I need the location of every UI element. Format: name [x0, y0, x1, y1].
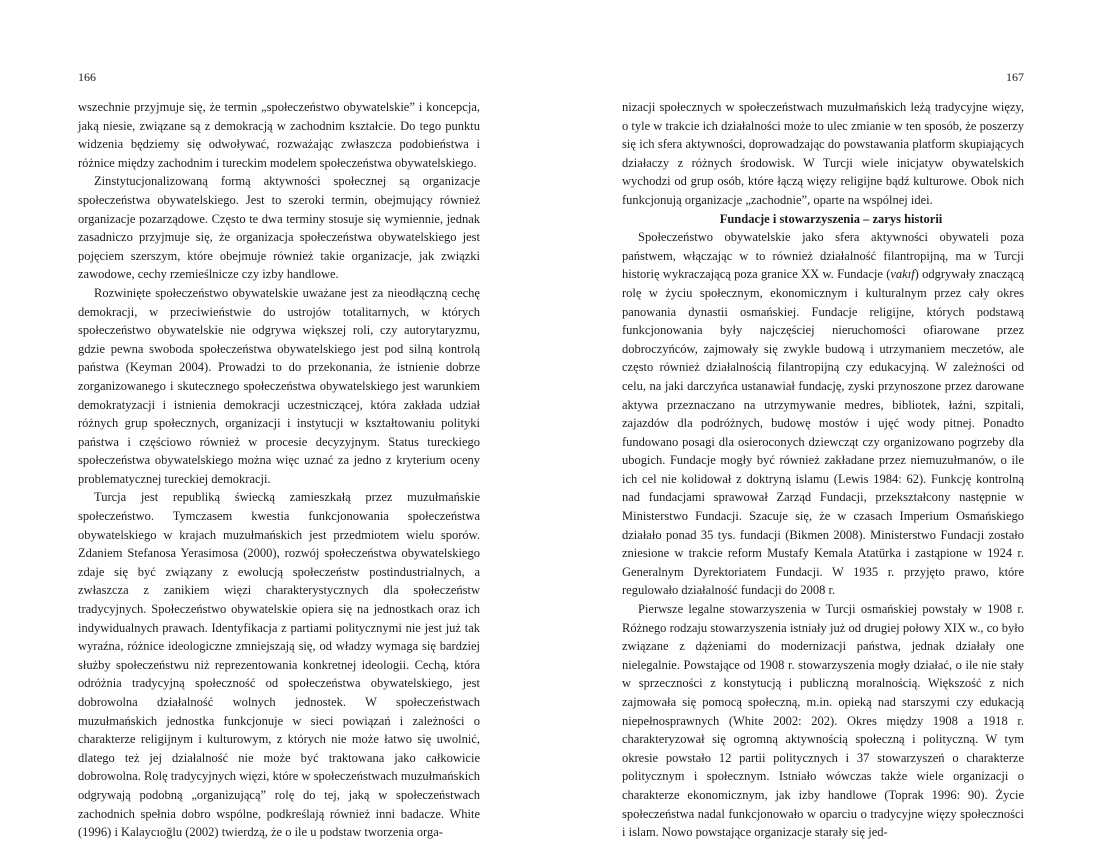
- paragraph: Pierwsze legalne stowarzyszenia w Turcji osmańskiej powstały w 1908 r. Różnego rodzaju stowarzyszenia istniały już od drugiej połowy XIX w., co było związane z dążeniami do modernizacji państwa, jednak działały one nielegalnie. Powstające od 1908 r. stowarzyszenia mogły działać, o ile nie stały w sprzeczności z konstytucją i publiczną moralnością. Większość z nich zajmowała się pomocą społeczną, m.in. opieką nad starszymi czy edukacją niepełnosprawnych (White 2002: 202). Okres między 1908 a 1918 r. charakteryzował się ogromną aktywnością społeczną i polityczną. W tym okresie powstało 12 partii politycznych i 37 stowarzyszeń o charakterze politycznym i społecznym. Istniało wówczas także wiele organizacji o charakterze ekonomicznym, jak izby handlowe (Toprak 1996: 90). Życie społeczeństwa nadal funkcjonowało w oparciu o tradycyjne więzy społeczności i islam. Nowo powstające organizacje starały się jed-: [622, 602, 1024, 840]
- page-body: [622, 98, 1024, 842]
- paragraph-text: Społeczeństwo obywatelskie jako sfera aktywności obywateli poza państwem, włączając w to również działalność filantropijną, ma w Turcji historię wykraczającą poza granice XX w. Fundacje (: [622, 230, 1024, 282]
- paragraph: Zinstytucjonalizowaną formą aktywności społecznej są organizacje społeczeństwa obywatelskiego. Jest to szeroki termin, obejmujący również organizacje pozarządowe. Często te dwa terminy stosuje się wymiennie, jednak zasadniczo przyjmuje się, że organizacja społeczeństwa obywatelskiego jest pojęciem szerszym, które obejmuje również takie organizacje, jak związki zawodowe, cechy rzemieślnicze czy izby handlowe.: [78, 174, 480, 282]
- paragraph-text: ) odgrywały znaczącą rolę w życiu społecznym, ekonomicznym i kulturalnym przez cały okres panowania dynastii osmańskiej. Fundacje religijne, których podstawą funkcjonowania były najczęściej nieruchomości ofiarowane przez dobroczyńców, zajmowały się zwykle budową i utrzymaniem meczetów, ale często również działalnością filantropijną czy edukacyjną. W zależności od celu, na jaki darczyńca ustanawiał fundację, zyski przynoszone przez darowane aktywa przeznaczano na utrzymywanie medres, bibliotek, łaźni, szpitali, zajazdów dla podróżnych, budowę mostów i ujęć wody pitnej. Ponadto fundowano posagi dla osieroconych dziewcząt czy organizowano pogrzeby dla ubogich. Fundacje mogły być również zakładane przez niemuzułmanów, o ile ich cel nie kolidował z doktryną islamu (Lewis 1984: 62). Funkcję kontrolną nad fundacjami sprawował Zarząd Fundacji, przekształcony następnie w Ministerstwo Fundacji. Szacuje się, że w czasach Imperium Osmańskiego działało ponad 35 tys. fundacji (Bikmen 2008). Ministerstwo Fundacji zostało zniesione w trakcie reform Mustafy Kemala Atatürka i zastąpione w 1924 r. Generalnym Dyrektoriatem Fundacji. W 1935 r. przyjęto prawo, które regulowało działalność fundacji do 2008 r.: [622, 267, 1024, 598]
- italic-term: vakıf: [890, 267, 915, 282]
- page-number: 166: [78, 70, 96, 84]
- page-number: 167: [1006, 70, 1024, 84]
- paragraph: Turcja jest republiką świecką zamieszkałą przez muzułmańskie społeczeństwo. Tymczasem kwestia funkcjonowania społeczeństwa obywatelskiego w krajach muzułmańskich jest przedmiotem wielu sporów. Zdaniem Stefanosa Yerasimosa (2000), rozwój społeczeństwa obywatelskiego zdaje się być związany z ewolucją społeczeństw postindustrialnych, a zwłaszcza z zanikiem więzi charakterystycznych dla społeczeństw tradycyjnych. Społeczeństwo obywatelskie opiera się na jednostkach oraz ich indywidualnych prawach. Identyfikacja z partiami politycznymi nie jest już tak wyraźna, różnice ideologiczne zmniejszają się, od władzy wymaga się bardziej służby społeczeństwu niż reprezentowania konkretnej ideologii. Cechą, która odróżnia tradycyjną społeczność od społeczeństwa obywatelskiego, jest dobrowolna działalność wolnych jednostek. W społeczeństwach muzułmańskich jednostka funkcjonuje w sieci powiązań i zależności o charakterze religijnym i kulturowym, z których nie może łatwo się uwolnić, dlatego też jej działalność nie może być traktowana jako całkowicie dobrowolna. Rolę tradycyjnych więzi, które w społeczeństwach muzułmańskich odgrywają podobną „organizującą” rolę do tej, jaką w społeczeństwach zachodnich spełnia dobro wspólne, podkreślają również inni badacze. White (1996) i Kalaycıoğlu (2002) twierdzą, że o ile u podstaw tworzenia orga-: [78, 490, 480, 840]
- right-page: [622, 0, 1024, 840]
- section-heading: Fundacje i stowarzyszenia – zarys historii: [719, 211, 943, 226]
- paragraph: [622, 228, 1024, 600]
- paragraph: Rozwinięte społeczeństwo obywatelskie uważane jest za nieodłączną cechę demokracji, w przeciwieństwie do ustrojów totalitarnych, w których społeczeństwo obywatelskie nie odgrywa większej roli, czy autorytaryzmu, gdzie pewna swoboda społeczeństwa obywatelskiego jest pod silną kontrolą państwa (Keyman 2004). Prowadzi to do przekonania, że istnienie dobrze zorganizowanego i skutecznego społeczeństwa obywatelskiego jest warunkiem demokratyzacji i istnienia demokracji uczestniczącej, która zakłada udział różnych grup społecznych, organizacji i instytucji w kształtowaniu polityki państwa i częściowo również w procesie decyzyjnym. Status tureckiego społeczeństwa obywatelskiego można więc uznać za jedno z kryterium oceny problematycznej tureckiej demokracji.: [78, 285, 480, 486]
- left-page: [78, 0, 480, 840]
- page-body: [78, 98, 480, 842]
- paragraph: wszechnie przyjmuje się, że termin „społeczeństwo obywatelskie” i koncepcja, jaką niesie, związane są z demokracją w zachodnim kształcie. Do tego punktu widzenia będziemy się odwoływać, rozważając zwłaszcza podobieństwa i różnice między zachodnim i tureckim modelem społeczeństwa obywatelskiego.: [78, 100, 480, 170]
- paragraph: nizacji społecznych w społeczeństwach muzułmańskich leżą tradycyjne więzy, o tyle w trakcie ich działalności może to ulec zmianie w ten sposób, że poszerzy się ich sfera aktywności, doprowadzając do powstawania platform skupiających działaczy z różnych środowisk. W Turcji wiele inicjatyw obywatelskich wychodzi od grup osób, które łączą więzy religijne bądź kulturowe. Obok nich funkcjonują organizacje „zachodnie”, oparte na wspólnej idei.: [622, 100, 1024, 207]
